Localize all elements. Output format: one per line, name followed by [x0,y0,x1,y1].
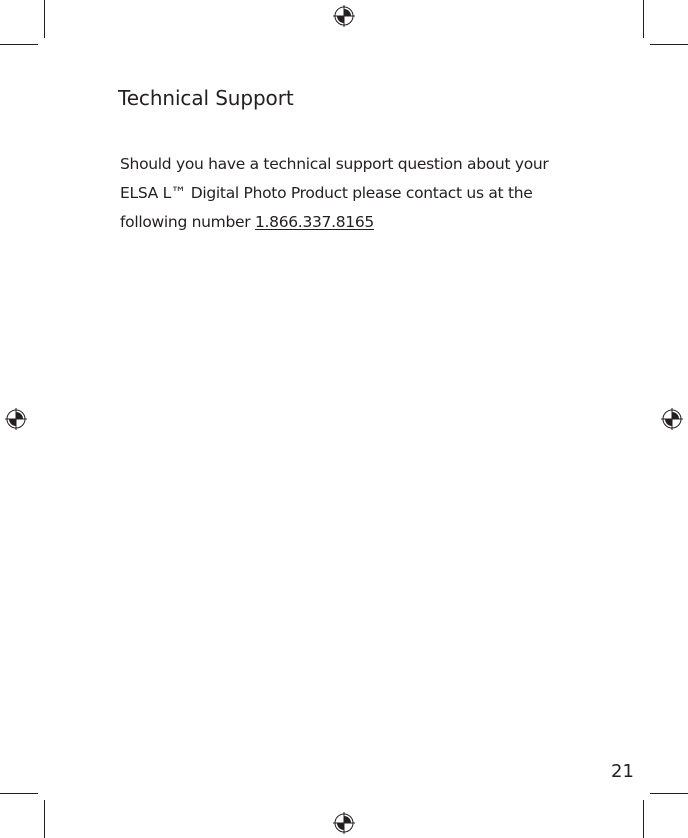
crop-mark-bottom-right-horizontal [650,793,688,794]
page-number: 21 [611,761,634,782]
crop-mark-top-right-horizontal [650,44,688,45]
crop-mark-top-left-horizontal [0,44,38,45]
body-paragraph [120,150,590,237]
crop-mark-top-right-vertical [643,0,644,38]
registration-mark-icon [661,408,683,430]
registration-mark-icon [333,5,355,27]
crop-mark-bottom-right-vertical [643,800,644,838]
crop-mark-bottom-left-horizontal [0,793,38,794]
support-phone-number[interactable]: 1.866.337.8165 [254,213,374,231]
registration-mark-icon [5,408,27,430]
crop-mark-bottom-left-vertical [44,800,45,838]
registration-mark-icon [333,812,355,834]
body-text: Should you have a technical support question about your ELSA L™ Digital Photo Product please contact us at the following number [120,155,549,231]
crop-mark-top-left-vertical [44,0,45,38]
page-title: Technical Support [118,86,294,110]
